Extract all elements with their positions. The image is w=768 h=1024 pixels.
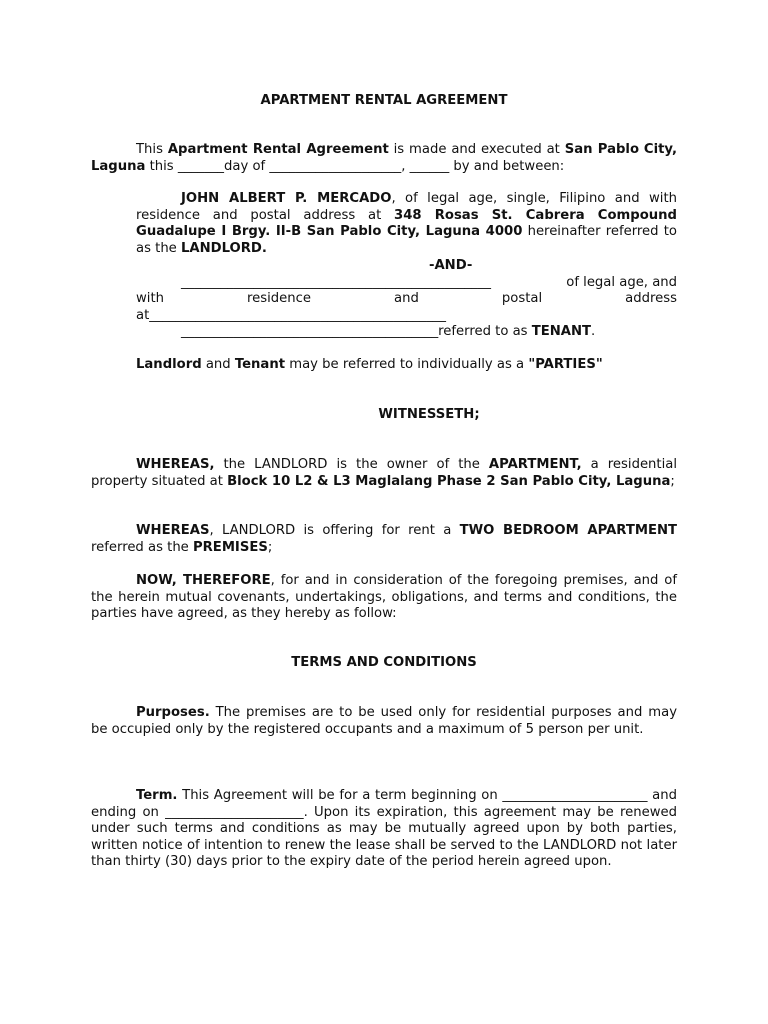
- intro-agreement-name: Apartment Rental Agreement: [167, 142, 389, 157]
- tenant-line-4-text: referred to as: [438, 324, 532, 340]
- parties-term: "PARTIES": [528, 357, 603, 372]
- landlord-text-3: hereinafter referred: [522, 224, 659, 240]
- tenant-line-1: [136, 275, 677, 292]
- tenant-address-blank: at_____________________________________________: [136, 307, 446, 323]
- whereas-2-end: ;: [267, 539, 273, 555]
- tenant-word: with: [136, 291, 164, 307]
- whereas-paragraph-2: [91, 523, 677, 556]
- whereas-2-premises: PREMISES: [192, 539, 268, 555]
- whereas-2-unit: TWO BEDROOM APARTMENT: [459, 523, 678, 538]
- parties-text-2: may be referred to individually as a: [285, 357, 529, 372]
- intro-text-1: This: [136, 142, 168, 157]
- intro-place-2: City, Laguna: [91, 142, 677, 174]
- whereas-1-label: WHEREAS,: [136, 457, 215, 472]
- landlord-name: JOHN ALBERT P. MERCADO: [181, 191, 392, 206]
- now-therefore-text: , for and in consideration of the foregoing premises, and of the herein mutual covenants, undertakings, obligations, and terms and conditions, the parties have agreed, as they hereby as follow:: [91, 573, 677, 622]
- tenant-line-2: [136, 291, 677, 308]
- landlord-address-2: Guadalupe I Brgy. II-B San Pablo City, Laguna 4000: [136, 224, 523, 240]
- landlord-text-1: , of legal age, single, Filipino and with: [391, 191, 677, 206]
- terms-heading-text: TERMS AND CONDITIONS: [291, 655, 477, 670]
- whereas-2-text-1: , LANDLORD is offering for rent a: [209, 523, 460, 538]
- tenant-role: TENANT: [531, 324, 592, 340]
- whereas-1-address: Block 10 L2 & L3 Maglalang Phase 2 San Pablo City, Laguna: [227, 473, 671, 489]
- whereas-1-end: ;: [670, 473, 675, 489]
- tenant-line-4: [136, 324, 677, 341]
- tenant-line-1-text: of legal age, and: [566, 274, 677, 290]
- whereas-2-label: WHEREAS: [136, 523, 210, 538]
- landlord-role: LANDLORD.: [180, 240, 267, 256]
- tenant-word: address: [625, 291, 677, 307]
- intro-paragraph: [91, 142, 677, 175]
- intro-place-1: San Pablo: [564, 142, 640, 157]
- purposes-label: Purposes.: [136, 705, 210, 720]
- term-text: This Agreement will be for a term beginning on ______________________ and ending on _____________________. Upon its expiration, this agreement may be renewed under such terms and conditions as may be mutually agreed upon by both parties, written notice of intention to renew the lease shall be served to the LANDLORD not later than thirty (30) days prior to the expiry date of the period herein agreed upon.: [91, 788, 677, 870]
- whereas-1-apartment: APARTMENT,: [488, 457, 582, 472]
- landlord-text-4: to as the: [136, 224, 677, 256]
- tenant-line-4-end: .: [591, 324, 596, 340]
- tenant-word: and: [394, 291, 419, 307]
- parties-paragraph: [136, 357, 677, 374]
- witnesseth-text: WITNESSETH;: [378, 407, 480, 422]
- whereas-2-text-2: referred as the: [91, 539, 193, 555]
- document-title: [91, 93, 677, 110]
- parties-text-1: and: [201, 357, 235, 372]
- whereas-1-text-2: a residential property situated at: [91, 457, 677, 489]
- parties-landlord: Landlord: [136, 357, 202, 372]
- terms-heading: [91, 655, 677, 672]
- purposes-paragraph: [91, 705, 677, 738]
- now-therefore-paragraph: [91, 573, 677, 623]
- landlord-text-2: residence and postal address at: [136, 207, 395, 223]
- tenant-word: postal: [501, 291, 543, 307]
- term-paragraph: [91, 788, 677, 871]
- tenant-block: [136, 258, 677, 341]
- purposes-text: The premises are to be used only for residential purposes and may be occupied only by the registered occupants and a maximum of 5 person per unit.: [91, 705, 677, 737]
- landlord-address-1: 348 Rosas St. Cabrera Compound: [394, 207, 677, 223]
- parties-tenant: Tenant: [234, 357, 286, 372]
- tenant-word: residence: [247, 291, 312, 307]
- intro-text-2: is made and executed at: [388, 142, 565, 157]
- whereas-1-text-1: the LANDLORD is the owner of the: [214, 457, 489, 472]
- title-text: APARTMENT RENTAL AGREEMENT: [260, 93, 508, 108]
- now-therefore-label: NOW, THEREFORE: [136, 573, 271, 588]
- landlord-paragraph: [136, 191, 677, 257]
- tenant-blank-2: _______________________________________: [181, 324, 439, 340]
- term-label: Term.: [136, 788, 178, 803]
- intro-text-3: this _______day of ____________________, ______ by and between:: [145, 158, 565, 174]
- tenant-name-blank: _______________________________________________: [181, 274, 491, 290]
- whereas-paragraph-1: [91, 457, 677, 490]
- witnesseth-heading: [91, 407, 677, 424]
- and-separator: -AND-: [429, 258, 473, 273]
